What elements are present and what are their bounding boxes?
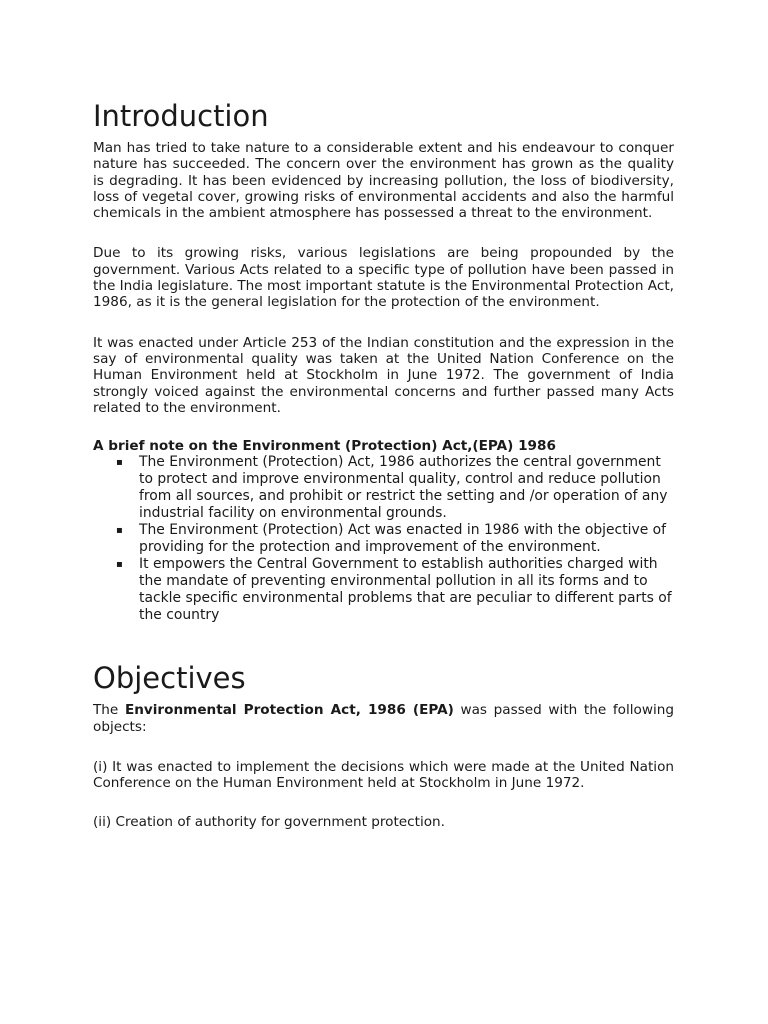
list-item [116,454,674,522]
list-item-text: It empowers the Central Government to establish authorities charged with the mandate of preventing environmental pollution in all its forms and to tackle specific environmental problems that are peculiar to different parts of the country [139,556,672,624]
list-item [116,556,674,624]
brief-note-list [93,454,674,624]
document-page [93,96,674,830]
list-item [116,522,674,556]
introduction-heading: Introduction [93,99,269,133]
objectives-intro-bold: Environmental Protection Act, 1986 (EPA) [124,702,454,719]
intro-paragraph-1: Man has tried to take nature to a considerable extent and his endeavour to conquer nature has succeeded. The concern over the environment has grown as the quality is degrading. It has been evidenced by increasing pollution, the loss of biodiversity, loss of vegetal cover, growing risks of environmental accidents and also the harmful chemicals in the ambient atmosphere has possessed a threat to the environment. [93,140,674,222]
objectives-section [93,658,674,829]
list-item-text: The Environment (Protection) Act, 1986 authorizes the central government to protect and improve environmental quality, control and reduce pollution from all sources, and prohibit or restrict the setting and /or operation of any industrial facility on environmental grounds. [139,454,668,522]
list-item-text: The Environment (Protection) Act was enacted in 1986 with the objective of providing for the protection and improvement of the environment. [139,522,667,556]
objective-point-1: (i) It was enacted to implement the decisions which were made at the United Nation Conference on the Human Environment held at Stockholm in June 1972. [93,759,674,792]
objectives-intro [93,702,674,735]
objectives-intro-suffix: was passed with the following objects: [93,702,675,735]
objectives-intro-prefix: The [93,702,125,719]
intro-paragraph-3: It was enacted under Article 253 of the Indian constitution and the expression in the say of environmental quality was taken at the United Nation Conference on the Human Environment held at Stockholm in June 1972. The government of India strongly voiced against the environmental concerns and further passed many Acts related to the environment. [93,334,674,416]
bullet-icon: ▪ [116,559,123,571]
bullet-icon: ▪ [116,457,123,469]
bullet-icon: ▪ [116,525,123,537]
objective-point-2: (ii) Creation of authority for government protection. [93,813,445,830]
brief-note-heading: A brief note on the Environment (Protection) Act,(EPA) 1986 [93,438,556,455]
intro-paragraph-2: Due to its growing risks, various legislations are being propounded by the government. Various Acts related to a specific type of pollution have been passed in the India legislature. The most important statute is the Environmental Protection Act, 1986, as it is the general legislation for the protection of the environment. [93,245,674,311]
objectives-heading: Objectives [93,661,246,696]
